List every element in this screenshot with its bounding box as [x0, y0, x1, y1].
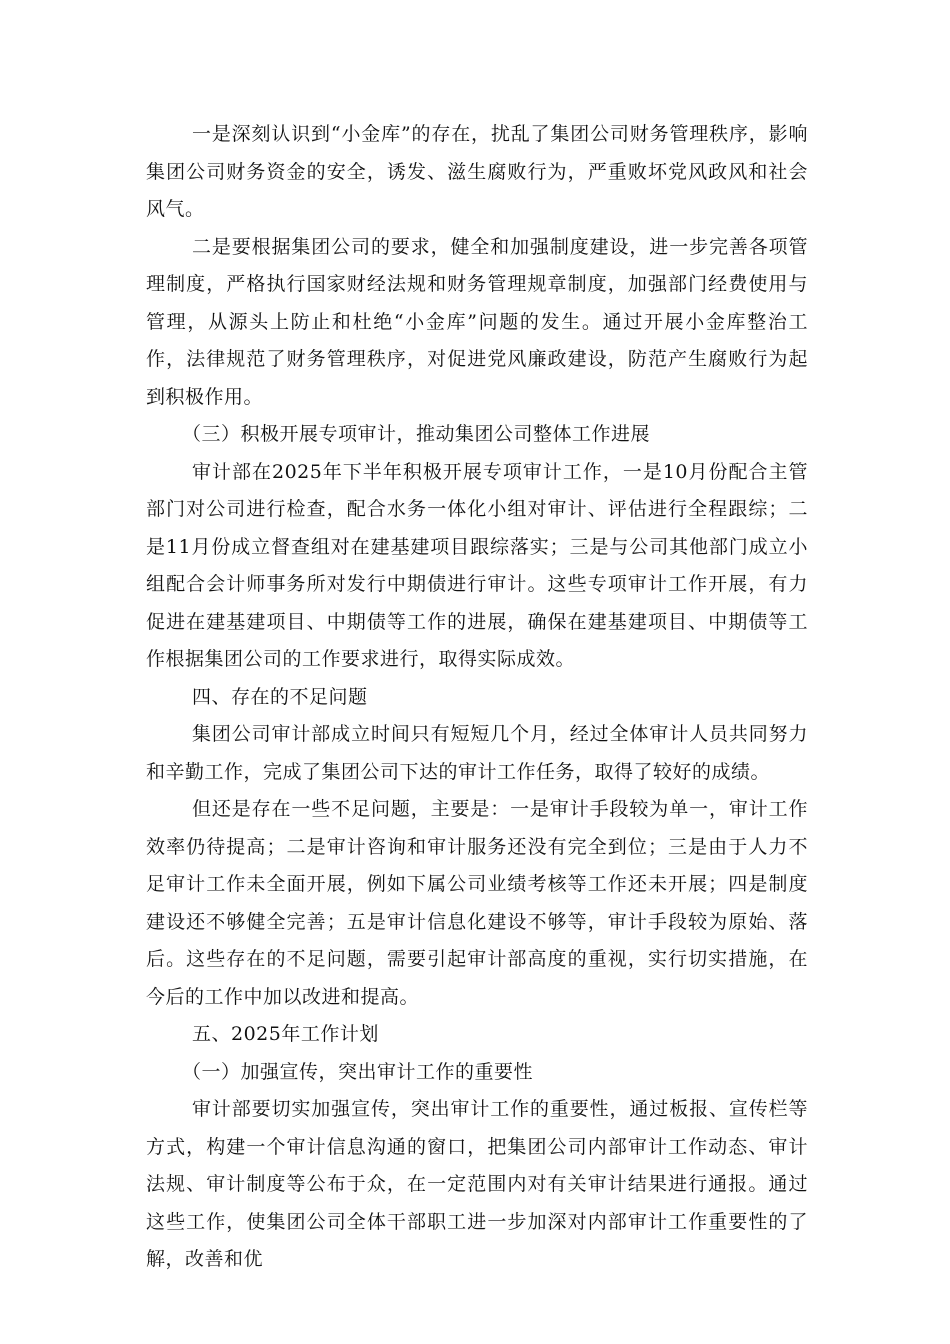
paragraph-achievements: 集团公司审计部成立时间只有短短几个月，经过全体审计人员共同努力和辛勤工作，完成了集团公司下达的审计工作任务，取得了较好的成绩。: [146, 723, 808, 783]
heading-shortcomings: 四、存在的不足问题: [192, 685, 368, 708]
document-body: [146, 116, 808, 1279]
subheading-special-audit: （三）积极开展专项审计，推动集团公司整体工作进展: [182, 423, 651, 445]
paragraph-problems: 但还是存在一些不足问题，主要是：一是审计手段较为单一，审计工作效率仍待提高；二是审计咨询和审计服务还没有完全到位；三是由于人力不足审计工作未全面开展，例如下属公司业绩考核等工作还未开展；四是制度建设还不够健全完善；五是审计信息化建设不够等，审计手段较为原始、落后。这些存在的不足问题，需要引起审计部高度的重视，实行切实措施，在今后的工作中加以改进和提高。: [146, 798, 808, 1008]
paragraph-special-audit: 审计部在2025年下半年积极开展专项审计工作，一是10月份配合主管部门对公司进行检查，配合水务一体化小组对审计、评估进行全程跟综；二是11月份成立督查组对在建基建项目跟综落实；三是与公司其他部门成立小组配合会计师事务所对发行中期债进行审计。这些专项审计工作开展，有力促进在建基建项目、中期债等工作的进展，确保在建基建项目、中期债等工作根据集团公司的工作要求进行，取得实际成效。: [146, 460, 808, 670]
paragraph-publicity: 审计部要切实加强宣传，突出审计工作的重要性，通过板报、宣传栏等方式，构建一个审计信息沟通的窗口，把集团公司内部审计工作动态、审计法规、审计制度等公布于众，在一定范围内对有关审计结果进行通报。通过这些工作，使集团公司全体干部职工进一步加深对内部审计工作重要性的了解，改善和优: [146, 1098, 808, 1270]
paragraph-awareness: 一是深刻认识到“小金库”的存在，扰乱了集团公司财务管理秩序，影响集团公司财务资金的安全，诱发、滋生腐败行为，严重败坏党风政风和社会风气。: [146, 123, 808, 220]
subheading-publicity: （一）加强宣传，突出审计工作的重要性: [182, 1060, 534, 1083]
heading-work-plan: 五、2025年工作计划: [192, 1023, 379, 1045]
paragraph-system-building: 二是要根据集团公司的要求，健全和加强制度建设，进一步完善各项管理制度，严格执行国家财经法规和财务管理规章制度，加强部门经费使用与管理，从源头上防止和杜绝“小金库”问题的发生。通过开展小金库整治工作，法律规范了财务管理秩序，对促进党风廉政建设，防范产生腐败行为起到积极作用。: [146, 235, 808, 408]
